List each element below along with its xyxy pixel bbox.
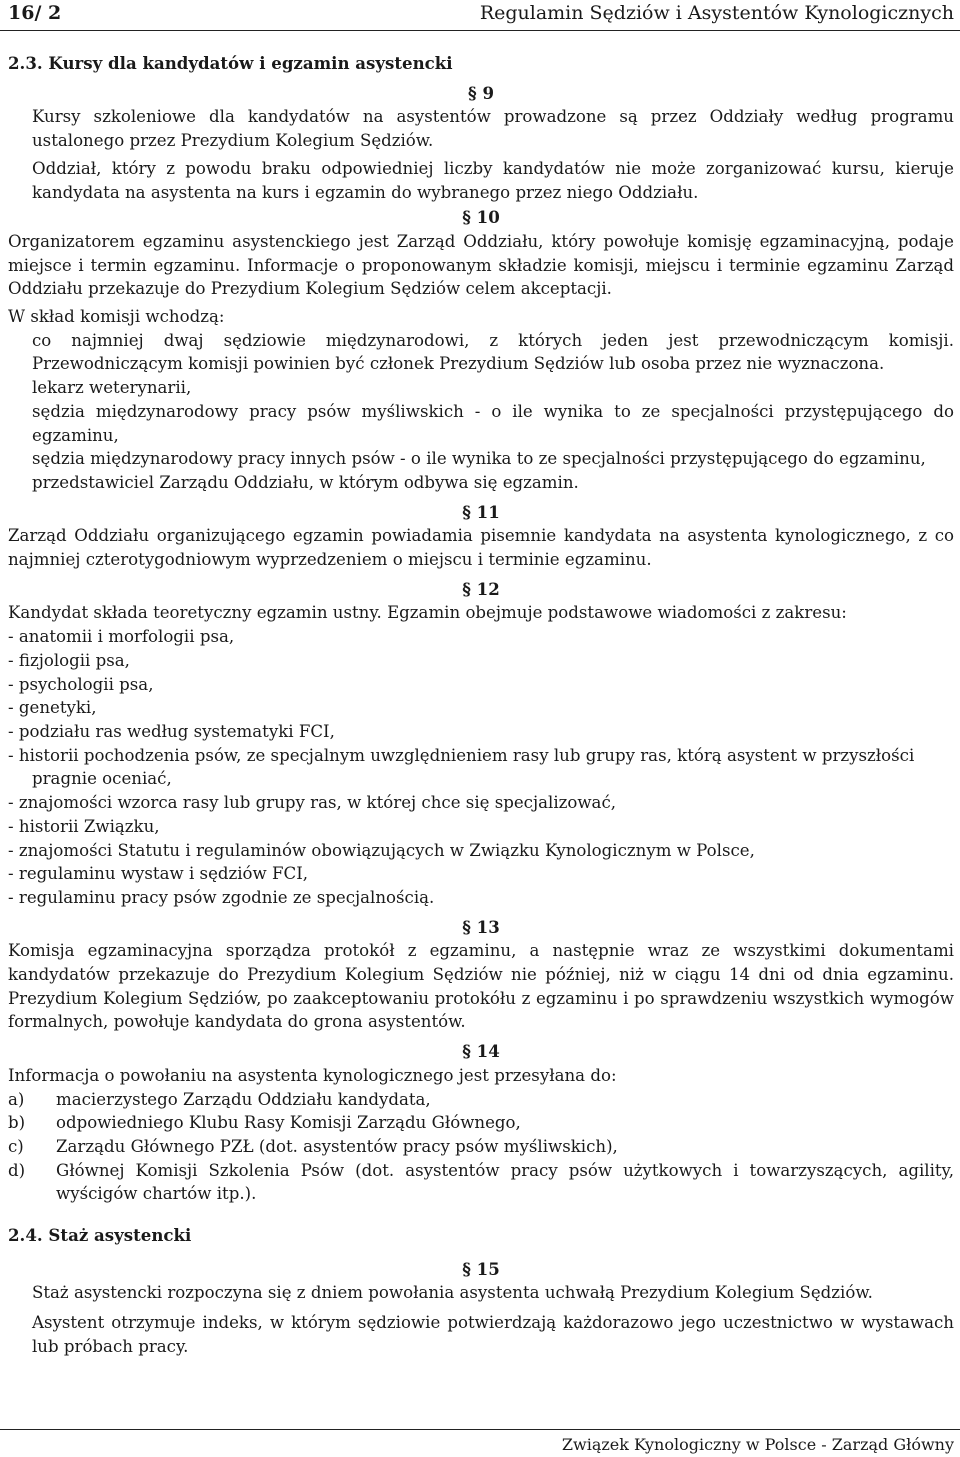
paragraph-text: Zarząd Oddziału organizującego egzamin powiadamia pisemnie kandydata na asystenta kynologicznego, z co najmniej czterotygodniowym wyprzedzeniem o miejscu i terminie egzaminu. — [8, 526, 954, 570]
paragraph-sign-14: § 14 — [462, 1041, 500, 1062]
list-item: d) Głównej Komisji Szkolenia Psów (dot. asystentów pracy psów użytkowych i towarzyszących, agility, wyścigów chartów itp.). — [8, 1160, 954, 1204]
paragraph-lead: W skład komisji wchodzą: — [8, 307, 225, 327]
list-item: - znajomości Statutu i regulaminów obowiązujących w Związku Kynologicznym w Polsce, — [8, 840, 755, 860]
page-number: 16/ 2 — [8, 2, 62, 24]
page-footer: Związek Kynologiczny w Polsce - Zarząd Główny — [561, 1435, 954, 1454]
paragraph-sign-9: § 9 — [467, 82, 494, 103]
list-item: c) Zarządu Głównego PZŁ (dot. asystentów pracy psów myśliwskich), — [8, 1136, 618, 1156]
list-item: a) macierzystego Zarządu Oddziału kandydata, — [8, 1089, 431, 1109]
footer-divider — [0, 1429, 960, 1430]
section-heading-2-4: 2.4. Staż asystencki — [8, 1225, 192, 1246]
paragraph-sign-11: § 11 — [462, 501, 500, 522]
list-item: Oddział, który z powodu braku odpowiedniej liczby kandydatów nie może zorganizować kursu, kieruje kandydata na asystenta na kurs i egzamin do wybranego przez niego Oddziału. — [32, 158, 954, 202]
paragraph-sign-10: § 10 — [462, 207, 500, 228]
list-item: - genetyki, — [8, 698, 97, 718]
page-header — [8, 2, 954, 28]
list-item: sędzia międzynarodowy pracy innych psów - o ile wynika to ze specjalności przystępującego do egzaminu, — [32, 449, 926, 469]
list-item: - regulaminu wystaw i sędziów FCI, — [8, 864, 309, 884]
list-item: - anatomii i morfologii psa, — [8, 627, 235, 647]
list-item: Staż asystencki rozpoczyna się z dniem powołania asystenta uchwałą Prezydium Kolegium Sędziów. — [32, 1283, 873, 1303]
list-item: sędzia międzynarodowy pracy psów myśliwskich - o ile wynika to ze specjalności przystępującego do egzaminu, — [32, 401, 954, 445]
paragraph-lead: Kandydat składa teoretyczny egzamin ustny. Egzamin obejmuje podstawowe wiadomości z zakresu: — [8, 603, 847, 623]
list-item: lekarz weterynarii, — [32, 378, 192, 398]
list-item: Asystent otrzymuje indeks, w którym sędziowie potwierdzają każdorazowo jego uczestnictwo w wystawach lub próbach pracy. — [32, 1313, 954, 1356]
list-item: - psychologii psa, — [8, 674, 154, 694]
paragraph-sign-15: § 15 — [462, 1258, 500, 1279]
list-item: przedstawiciel Zarządu Oddziału, w którym odbywa się egzamin. — [32, 472, 579, 492]
paragraph-sign-12: § 12 — [462, 578, 500, 599]
list-item: - podziału ras według systematyki FCI, — [8, 721, 335, 741]
list-item: - historii pochodzenia psów, ze specjalnym uwzględnieniem rasy lub grupy ras, którą asystent w przyszłości pragnie oceniać, — [8, 745, 915, 789]
paragraph-sign-13: § 13 — [462, 916, 500, 937]
list-item: - historii Związku, — [8, 816, 160, 836]
list-item: - znajomości wzorca rasy lub grupy ras, w której chce się specjalizować, — [8, 793, 617, 813]
paragraph-text: Organizatorem egzaminu asystenckiego jest Zarząd Oddziału, który powołuje komisję egzaminacyjną, podaje miejsce i termin egzaminu. Informacje o proponowanym składzie komisji, miejscu i terminie egzaminu Zarząd Oddziału przekazuje do Prezydium Kolegium Sędziów celem akceptacji. — [8, 231, 954, 299]
list-item: - fizjologii psa, — [8, 650, 130, 670]
header-divider — [0, 30, 960, 31]
section-heading-2-3: 2.3. Kursy dla kandydatów i egzamin asystencki — [8, 53, 453, 73]
list-item: Kursy szkoleniowe dla kandydatów na asystentów prowadzone są przez Oddziały według programu ustalonego przez Prezydium Kolegium Sędziów. — [32, 107, 954, 151]
list-item: co najmniej dwaj sędziowie międzynarodowi, z których jeden jest przewodniczącym komisji. Przewodniczącym komisji powinien być członek Prezydium Sędziów lub osoba przez nie wyznaczona. — [32, 330, 954, 374]
list-item: - regulaminu pracy psów zgodnie ze specjalnością. — [8, 887, 435, 907]
paragraph-text: Komisja egzaminacyjna sporządza protokół z egzaminu, a następnie wraz ze wszystkimi dokumentami kandydatów przekazuje do Prezydium Kolegium Sędziów nie później, niż w ciągu 14 dni od dnia egzaminu. Prezydium Kolegium Sędziów, po zaakceptowaniu protokółu z egzaminu i po sprawdzeniu wszystkich wymogów formalnych, powołuje kandydata do grona asystentów. — [8, 941, 954, 1032]
paragraph-lead: Informacja o powołaniu na asystenta kynologicznego jest przesyłana do: — [8, 1065, 617, 1085]
list-item: b) odpowiedniego Klubu Rasy Komisji Zarządu Głównego, — [8, 1113, 521, 1133]
document-body — [8, 52, 954, 1359]
document-title: Regulamin Sędziów i Asystentów Kynologicznych — [479, 2, 954, 24]
